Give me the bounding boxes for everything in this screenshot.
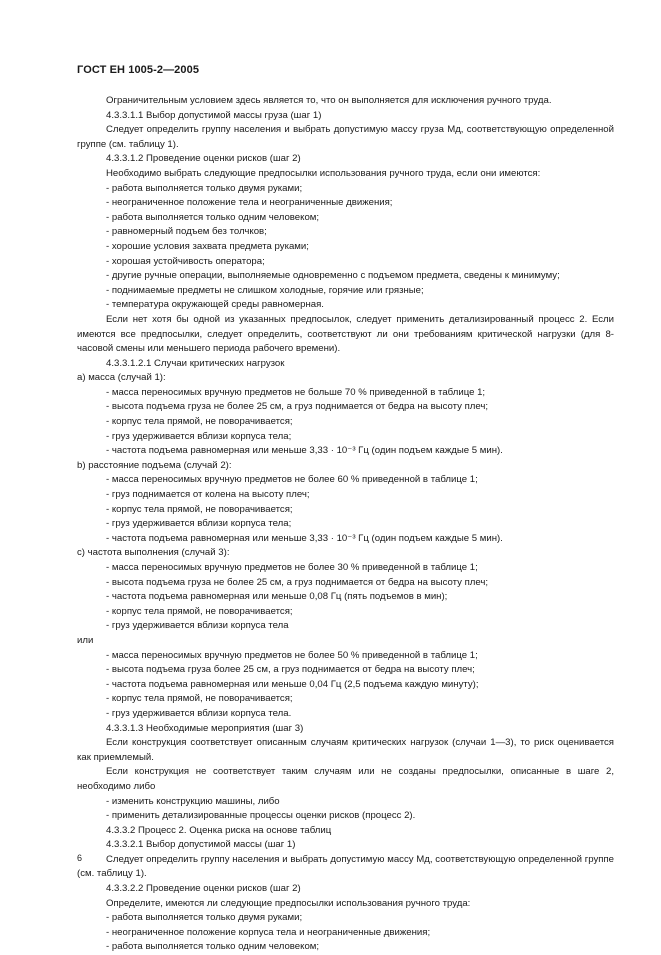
paragraph: c) частота выполнения (случай 3): xyxy=(77,547,230,559)
list-item: - груз удерживается вблизи корпуса тела xyxy=(106,620,289,632)
list-item: - хорошая устойчивость оператора; xyxy=(106,255,265,267)
list-item: - поднимаемые предметы не слишком холодные, горячие или грязные; xyxy=(106,284,424,296)
list-item: - высота подъема груза не более 25 см, а груз поднимается от бедра на высоту плеч; xyxy=(106,401,489,413)
list-item: - другие ручные операции, выполняемые одновременно с подъемом предмета, сведены к минимуму; xyxy=(106,270,560,282)
paragraph: 4.3.3.2.2 Проведение оценки рисков (шаг 2) xyxy=(106,883,301,895)
list-item: - частота подъема равномерная или меньше 3,33 · 10⁻³ Гц (один подъем каждые 5 мин). xyxy=(106,532,503,544)
list-item: - высота подъема груза более 25 см, а груз поднимается от бедра на высоту плеч; xyxy=(106,664,475,676)
list-item: - равномерный подъем без толчков; xyxy=(106,226,267,238)
list-item: - применить детализированные процессы оценки рисков (процесс 2). xyxy=(106,810,416,822)
page-number: 6 xyxy=(77,853,83,863)
list-item: - работа выполняется только одним человеком; xyxy=(106,941,320,953)
list-item: - корпус тела прямой, не поворачивается; xyxy=(106,693,293,705)
document-header: ГОСТ ЕН 1005-2—2005 xyxy=(77,64,200,76)
paragraph: Следует определить группу населения и выбрать допустимую массу Mд, соответствующую определенной группе (см. таблицу 1). xyxy=(77,853,614,880)
list-item: - масса переносимых вручную предметов не более 30 % приведенной в таблице 1; xyxy=(106,562,478,573)
paragraph: Если конструкция соответствует описанным случаям критических нагрузок (случаи 1—3), то риск оценивается как приемлемый. xyxy=(77,737,614,763)
list-item: - груз удерживается вблизи корпуса тела; xyxy=(106,518,292,530)
list-item: - корпус тела прямой, не поворачивается; xyxy=(106,416,293,428)
list-item: - груз удерживается вблизи корпуса тела; xyxy=(106,430,292,442)
paragraph: Ограничительным условием здесь является то, что он выполняется для исключения ручного труда. xyxy=(106,95,552,106)
list-item: - груз поднимается от колена на высоту плеч; xyxy=(106,489,310,501)
paragraph: 4.3.3.2.1 Выбор допустимой массы (шаг 1) xyxy=(106,839,296,851)
list-item: - изменить конструкцию машины, либо xyxy=(106,795,280,807)
paragraph: Если конструкция не соответствует таким случаям или не созданы предпосылки, описанные в шаге 2, необходимо либо xyxy=(77,766,614,792)
paragraph: или xyxy=(77,634,94,646)
paragraph: 4.3.3.1.1 Выбор допустимой массы груза (шаг 1) xyxy=(106,109,322,121)
list-item: - частота подъема равномерная или меньше 0,04 Гц (2,5 подъема каждую минуту); xyxy=(106,678,479,690)
paragraph: Следует определить группу населения и выбрать допустимую массу груза Mд, соответствующую определенной группе (см. таблицу 1). xyxy=(77,124,614,150)
paragraph: 4.3.3.1.2.1 Случаи критических нагрузок xyxy=(106,357,285,369)
list-item: - масса переносимых вручную предметов не больше 70 % приведенной в таблице 1; xyxy=(106,386,486,398)
list-item: - масса переносимых вручную предметов не более 60 % приведенной в таблице 1; xyxy=(106,474,478,486)
paragraph: Определите, имеются ли следующие предпосылки использования ручного труда: xyxy=(106,897,471,909)
list-item: - работа выполняется только одним человеком; xyxy=(106,211,320,223)
paragraph: 4.3.3.1.2 Проведение оценки рисков (шаг 2) xyxy=(106,153,301,165)
paragraph: 4.3.3.2 Процесс 2. Оценка риска на основе таблиц xyxy=(106,824,332,836)
list-item: - частота подъема равномерная или меньше 3,33 · 10⁻³ Гц (один подъем каждые 5 мин). xyxy=(106,445,503,457)
paragraph: Если нет хотя бы одной из указанных предпосылок, следует применить детализированный процесс 2. Если имеются все предпосылки, следует определить, соответствуют ли они требованиям критической нагрузки (для 8-часовой смены или меньшего периода рабочего времени). xyxy=(77,313,614,355)
list-item: - корпус тела прямой, не поворачивается; xyxy=(106,605,293,617)
list-item: - масса переносимых вручную предметов не более 50 % приведенной в таблице 1; xyxy=(106,649,478,661)
list-item: - высота подъема груза не более 25 см, а груз поднимается от бедра на высоту плеч; xyxy=(106,576,489,588)
list-item: - неограниченное положение корпуса тела и неограниченные движения; xyxy=(106,926,431,938)
list-item: - работа выполняется только двумя руками; xyxy=(106,182,303,194)
list-item: - корпус тела прямой, не поворачивается; xyxy=(106,503,293,515)
list-item: - неограниченное положение тела и неограниченные движения; xyxy=(106,197,393,209)
list-item: - груз удерживается вблизи корпуса тела. xyxy=(106,707,292,719)
list-item: - частота подъема равномерная или меньше 0,08 Гц (пять подъемов в мин); xyxy=(106,591,448,603)
list-item: - температура окружающей среды равномерная. xyxy=(106,299,324,311)
paragraph: Необходимо выбрать следующие предпосылки использования ручного труда, если они имеются: xyxy=(106,167,541,179)
paragraph: b) расстояние подъема (случай 2): xyxy=(77,459,232,471)
paragraph: 4.3.3.1.3 Необходимые мероприятия (шаг 3) xyxy=(106,722,304,734)
paragraph: a) масса (случай 1): xyxy=(77,372,166,384)
document-body xyxy=(77,94,614,955)
list-item: - хорошие условия захвата предмета руками; xyxy=(106,240,309,252)
list-item: - работа выполняется только двумя руками; xyxy=(106,912,303,924)
